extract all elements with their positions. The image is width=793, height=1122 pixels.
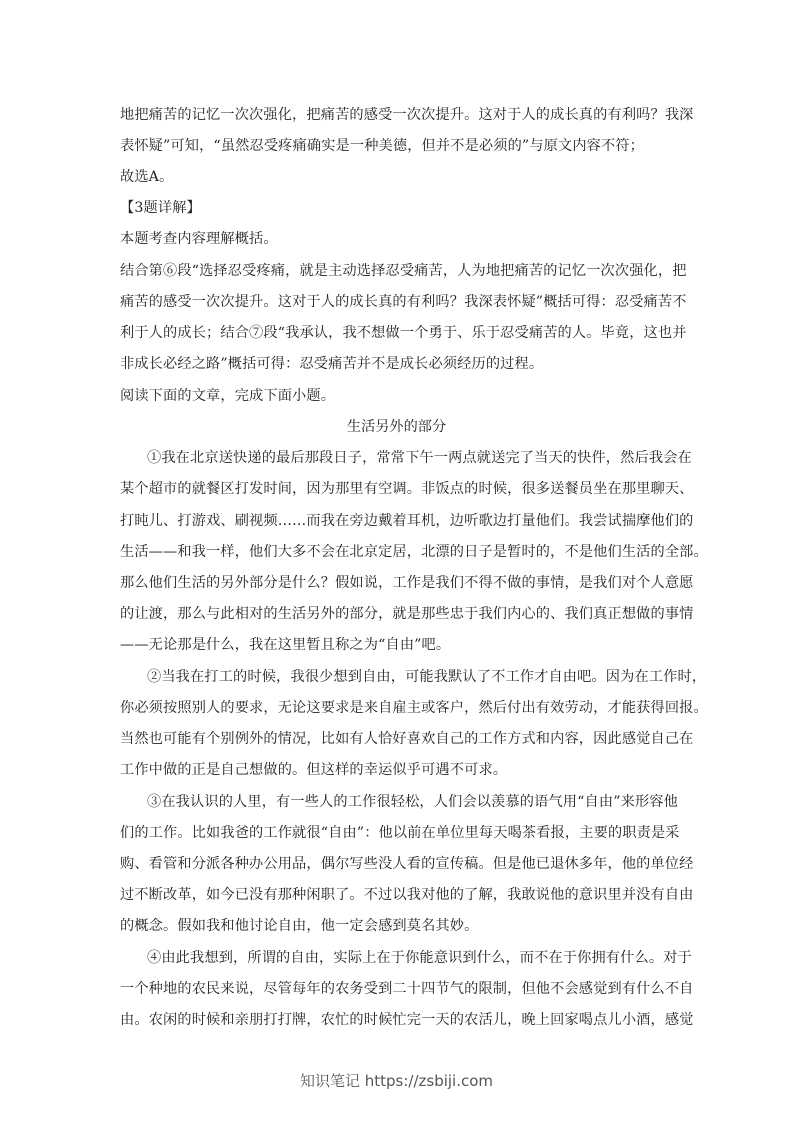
text-line: 地把痛苦的记忆一次次强化，把痛苦的感受一次次提升。这对于人的成长真的有利吗？我深 (120, 107, 694, 123)
paragraph-line: 的让渡，那么与此相对的生活另外的部分，就是那些忠于我们内心的、我们真正想做的事情 (120, 606, 694, 622)
site-watermark: 知识笔记 https://zsbiji.com (299, 1072, 494, 1090)
paragraph-line: 工作中做的正是自己想做的。但这样的幸运似乎可遇不可求。 (120, 762, 508, 778)
paragraph-line: ③在我认识的人里，有一些人的工作很轻松，人们会以羡慕的语气用“自由”来形容他 (147, 794, 678, 810)
paragraph-line: ②当我在打工的时候，我很少想到自由，可能我默认了不工作才自由吧。因为在工作时， (147, 669, 707, 685)
paragraph-line: 由。农闲的时候和亲朋打打牌，农忙的时候忙完一天的农活儿，晚上回家喝点儿小酒，感觉 (120, 1012, 694, 1028)
paragraph-line: 当然也可能有个别例外的情况，比如有人恰好喜欢自己的工作方式和内容，因此感觉自己在 (120, 731, 694, 747)
paragraph-line: ①我在北京送快递的最后那段日子，常常下午一两点就送完了当天的快件，然后我会在 (147, 450, 692, 466)
instruction-line: 阅读下面的文章，完成下面小题。 (120, 388, 336, 404)
section-heading: 【3题详解】 (120, 200, 201, 216)
paragraph-line: 那么他们生活的另外部分是什么？假如说，工作是我们不得不做的事情，是我们对个人意愿 (120, 575, 694, 591)
paragraph-line: 打盹儿、打游戏、刷视频……而我在旁边戴着耳机，边听歌边打量他们。我尝试揣摩他们的 (120, 513, 694, 529)
text-line: 本题考查内容理解概括。 (120, 231, 278, 247)
paragraph-line: 购、看管和分派各种办公用品，偶尔写些没人看的宣传稿。但是他已退休多年，他的单位经 (120, 856, 694, 872)
text-line: 故选A。 (120, 169, 174, 185)
text-line: 结合第⑥段“选择忍受疼痛，就是主动选择忍受痛苦，人为地把痛苦的记忆一次次强化，把 (120, 263, 687, 279)
text-line: 非成长必经之路”概括可得：忍受痛苦并不是成长必须经历的过程。 (120, 356, 544, 372)
paragraph-line: 某个超市的就餐区打发时间，因为那里有空调。非饭点的时候，很多送餐员坐在那里聊天、 (120, 481, 694, 497)
paragraph-line: ——无论那是什么，我在这里暂且称之为“自由”吧。 (120, 637, 451, 653)
paragraph-line: 生活——和我一样，他们大多不会在北京定居，北漂的日子是暂时的，不是他们生活的全部。 (120, 544, 708, 560)
paragraph-line: 你必须按照别人的要求，无论这要求是来自雇主或客户，然后付出有效劳动，才能获得回报。 (120, 700, 708, 716)
article-title: 生活另外的部分 (346, 419, 447, 435)
paragraph-line: ④由此我想到，所谓的自由，实际上在于你能意识到什么，而不在于你拥有什么。对于 (147, 950, 692, 966)
paragraph-line: 的概念。假如我和他讨论自由，他一定会感到莫名其妙。 (120, 918, 479, 934)
paragraph-line: 一个种地的农民来说，尽管每年的农务受到二十四节气的限制，但他不会感觉到有什么不自 (120, 981, 694, 997)
paragraph-line: 过不断改革，如今已没有那种闲职了。不过以我对他的了解，我敢说他的意识里并没有自由 (120, 887, 694, 903)
text-line: 利于人的成长；结合⑦段“我承认，我不想做一个勇于、乐于忍受痛苦的人。毕竟，这也并 (120, 325, 687, 341)
text-line: 表怀疑”可知，“虽然忍受疼痛确实是一种美德，但并不是必须的”与原文内容不符； (120, 138, 645, 154)
paragraph-line: 们的工作。比如我爸的工作就很“自由”：他以前在单位里每天喝茶看报，主要的职责是采 (120, 825, 680, 841)
text-line: 痛苦的感受一次次提升。这对于人的成长真的有利吗？我深表怀疑”概括可得：忍受痛苦不 (120, 294, 687, 310)
